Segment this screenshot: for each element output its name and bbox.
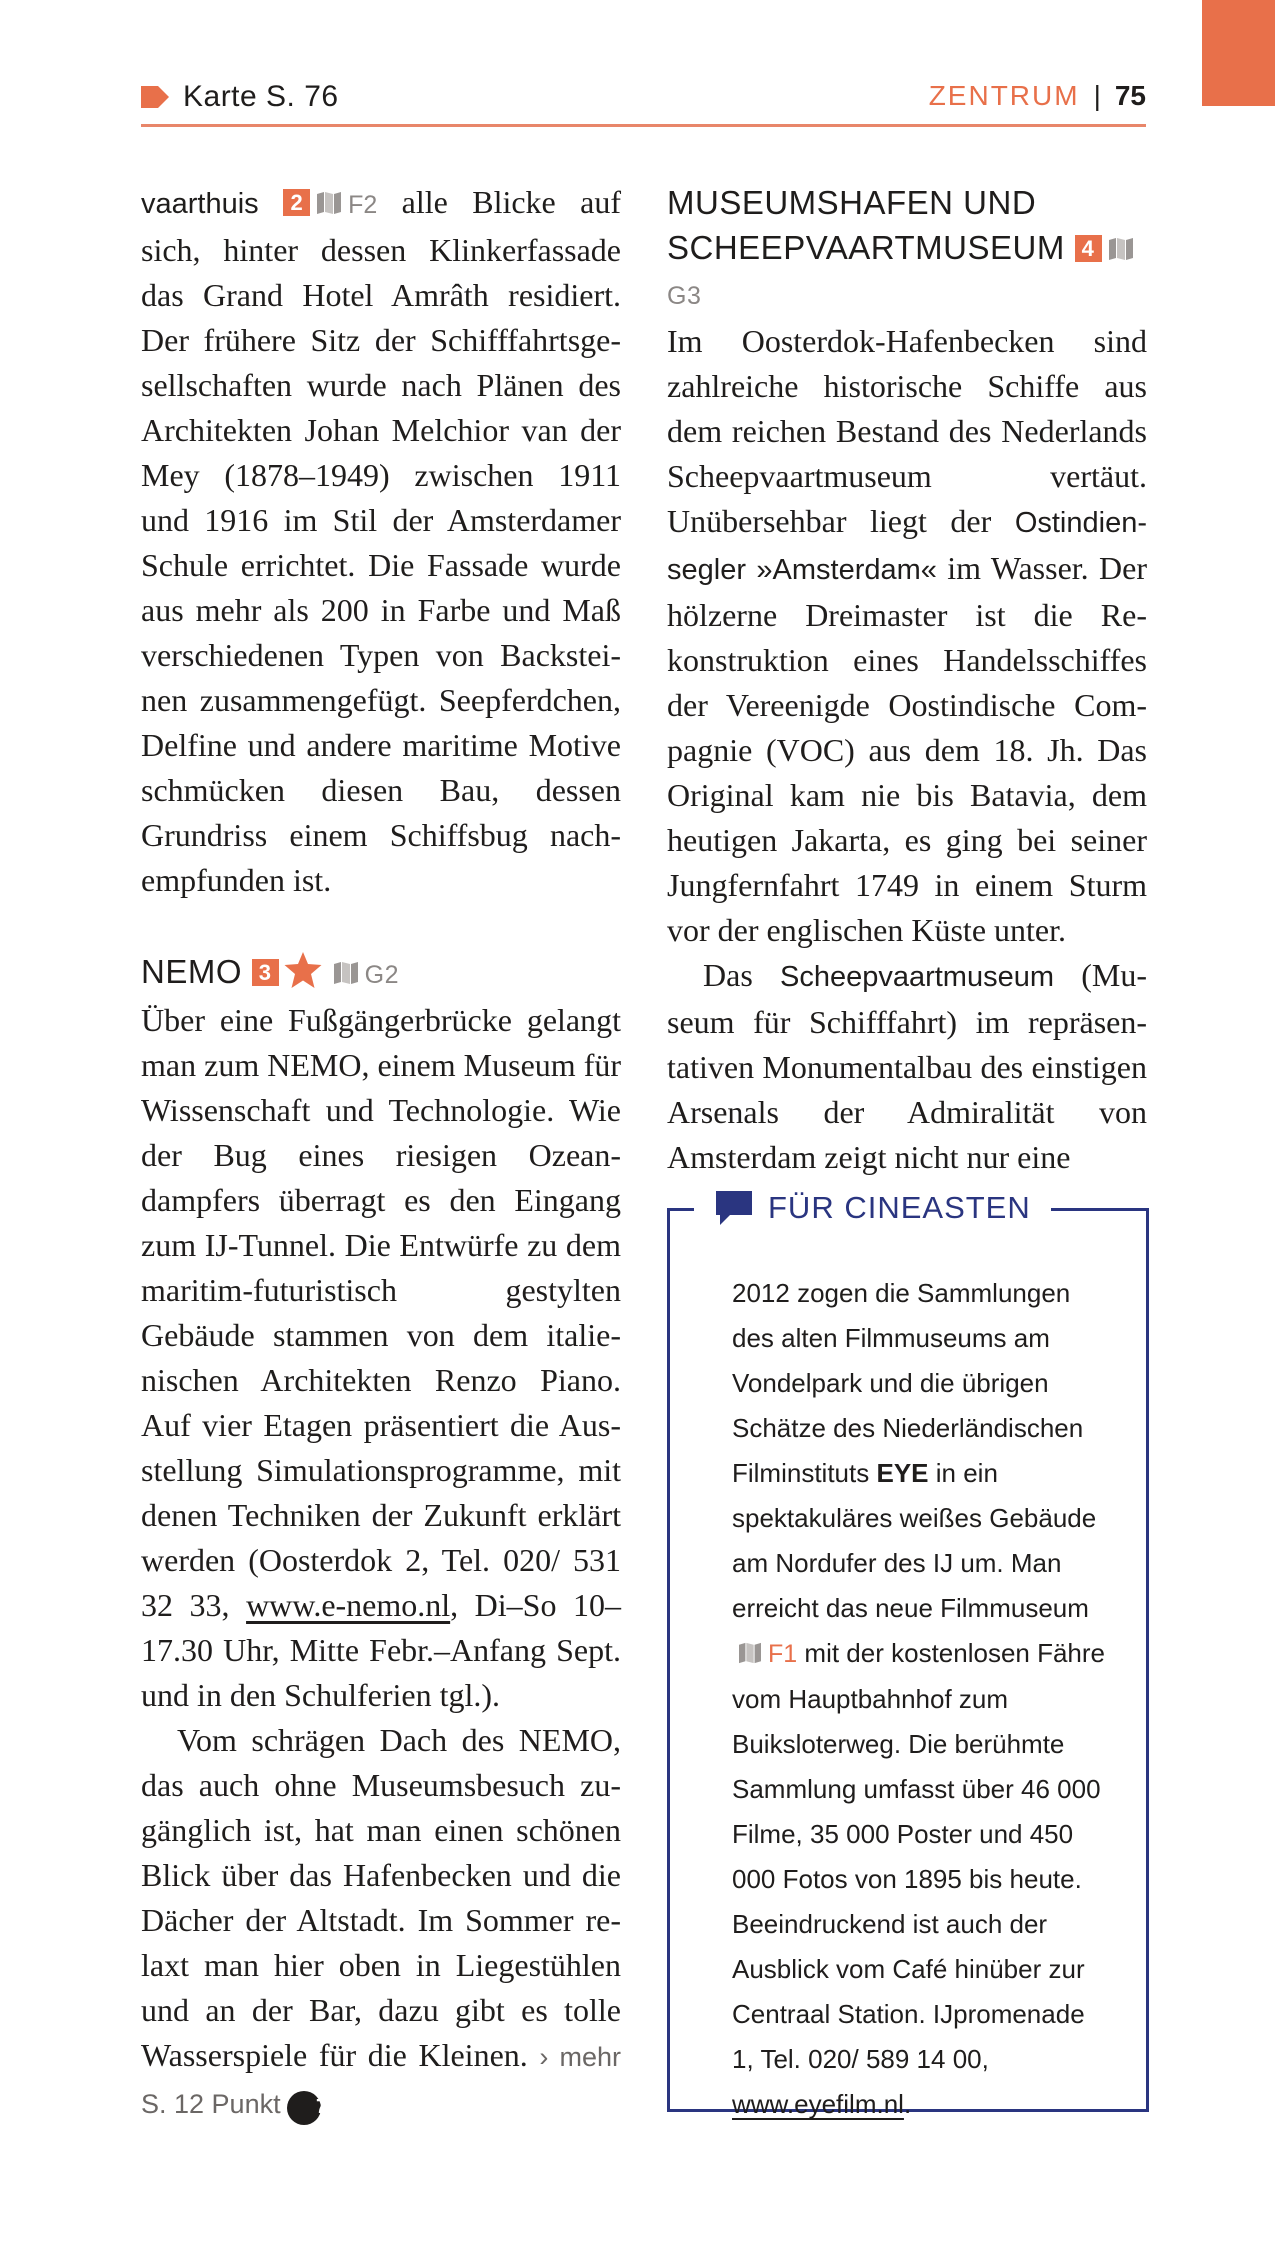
cineasten-box bbox=[667, 1190, 1149, 2119]
location-badge: 2 bbox=[283, 189, 310, 216]
box-keyword: EYE bbox=[876, 1458, 929, 1488]
p1-text-a: Im Oosterdok-Hafenbecken sind zahlreiche historische Schiffe aus dem reichen Bestand des Nederlands Scheepvaartmuseum vertäut. Unübersehbar liegt der bbox=[667, 323, 1147, 539]
corner-tab bbox=[1202, 0, 1275, 106]
intro-keyword: vaarthuis bbox=[141, 188, 259, 220]
header-right bbox=[929, 80, 1146, 112]
map-reference-text: Karte S. 76 bbox=[183, 80, 339, 113]
star-icon bbox=[283, 951, 323, 989]
header-separator: | bbox=[1093, 80, 1101, 111]
more-reference-link[interactable]: › mehr S. 12 Punkt bbox=[141, 2042, 622, 2119]
nemo-title: NEMO bbox=[141, 953, 242, 990]
left-column bbox=[141, 180, 621, 2127]
box-title: FÜR CINEASTEN bbox=[768, 1190, 1031, 1225]
map-icon bbox=[1108, 237, 1134, 261]
box-text-b: in ein spektakuläres weißes Gebäude am Nordufer des IJ um. Man erreicht das neue Filmmuseum bbox=[732, 1458, 1097, 1623]
right-column bbox=[667, 180, 1147, 1180]
nemo-heading bbox=[141, 949, 621, 998]
nemo-text-after: , Di–So 10–17.30 Uhr, Mitte Febr.–Anfang Sept. und in den Schulferien tgl.). bbox=[141, 1587, 622, 1713]
box-text-a: 2012 zogen die Sammlungen des alten Filmmuseums am Vondelpark und die übrigen Schätze des Niederländischen Filminstituts bbox=[732, 1278, 1084, 1488]
museumshafen-heading bbox=[667, 180, 1147, 319]
speech-bubble-icon bbox=[714, 1189, 754, 1227]
page-number: 75 bbox=[1114, 80, 1146, 111]
map-icon bbox=[333, 961, 359, 985]
grid-reference: G3 bbox=[667, 282, 702, 310]
heading-line-1: MUSEUMSHAFEN UND bbox=[667, 184, 1037, 221]
location-badge: 3 bbox=[252, 959, 279, 986]
p2-text-a: Das bbox=[703, 957, 753, 993]
grid-reference: F1 bbox=[768, 1640, 798, 1668]
box-text-c: mit der kostenlosen Fähre vom Hauptbahnhof zum Buiksloterweg. Die berühmte Sammlung umfasst über 46 000 Filme, 35 000 Poster und 450 000 Fotos von 1895 bis heute. Beeindruckend ist auch der Ausblick vom Café hinüber zur Centraal Station. IJpromenade 1, Tel. 020/ 589 14 00, bbox=[732, 1638, 1106, 2074]
grid-reference: G2 bbox=[364, 961, 400, 989]
map-icon bbox=[738, 1642, 762, 1664]
grid-reference: F2 bbox=[348, 191, 378, 219]
nemo-paragraph bbox=[141, 998, 621, 1718]
box-text-end: . bbox=[903, 2089, 912, 2119]
location-badge: 4 bbox=[1075, 235, 1102, 262]
p1-keyword: Ostindiensegler »Amsterdam« bbox=[667, 507, 1147, 586]
nemo-text: Über eine Fußgängerbrücke gelangt man zum NEMO, einem Museum für Wissenschaft und Technologie. Wie der Bug eines riesigen Ozeandampfers überragt es den Eingang zum IJ-Tunnel. Die Entwürfe zu dem maritim-futuristisch gestylten Gebäude stammen von dem italienischen Architekten Renzo Piano. Auf vier Etagen präsentiert die Ausstellung Simulationsprogramme, mit denen Techniken der Zukunft erklärt werden (Oosterdok 2, Tel. 020/ 531 32 33, bbox=[141, 1002, 621, 1623]
heading-line-2: SCHEEPVAARTMUSEUM bbox=[667, 229, 1065, 266]
scheepvaartmuseum-paragraph bbox=[667, 953, 1147, 1180]
museumshafen-paragraph bbox=[667, 319, 1147, 953]
map-reference[interactable] bbox=[141, 80, 339, 114]
p2-keyword: Scheepvaartmuseum bbox=[779, 961, 1055, 993]
intro-paragraph bbox=[141, 180, 621, 903]
nemo-para2-text: Vom schrägen Dach des NEMO, das auch ohne Museumsbesuch zugänglich ist, hat man einen schönen Blick über das Hafenbecken und die Dächer der Altstadt. Im Sommer relaxt man hier oben in Liegestühlen und an der Bar, dazu gibt es tolle Wasserspiele für die Kleinen. bbox=[141, 1722, 621, 2073]
nemo-website-link[interactable]: www.e-nemo.nl bbox=[246, 1587, 451, 1623]
p2-text-b: (Museum für Schifffahrt) im repräsentativen Monumentalbau des einstigen Arsenals der Admiralität von Amsterdam zeigt nicht nur eine bbox=[667, 957, 1147, 1175]
heading-line-2-wrap bbox=[667, 225, 1147, 319]
nemo-paragraph-2 bbox=[141, 1718, 621, 2127]
section-name: ZENTRUM bbox=[928, 80, 1080, 111]
p1-text-b: im Wasser. Der hölzerne Dreimaster ist die Rekonstruktion eines Handelsschiffes der Vereenigde Oostindische Compagnie (VOC) aus dem 18. Jh. Das Original kam nie bis Batavia, dem heutigen Jakarta, es ging bei seiner Jungfernfahrt 1749 in einem Sturm vor der englischen Küste unter. bbox=[667, 550, 1148, 948]
map-icon bbox=[316, 191, 342, 215]
eyefilm-website-link[interactable]: www.eyefilm.nl bbox=[732, 2089, 904, 2119]
page-header bbox=[141, 76, 1146, 127]
point-badge: 7 bbox=[287, 2091, 321, 2125]
box-body bbox=[732, 1271, 1110, 2127]
box-title-wrap bbox=[694, 1189, 1051, 1227]
tag-icon bbox=[141, 86, 169, 108]
intro-text: alle Blicke auf sich, hinter dessen Klinkerfassade das Grand Hotel Amrâth residiert. Der frühere Sitz der Schifffahrtsgesellschaften wurde nach Plänen des Architekten Johan Melchior van der Mey (1878–1949) zwischen 1911 und 1916 im Stil der Amsterdamer Schule errichtet. Die Fassade wurde aus mehr als 200 in Farbe und Maß verschiedenen Typen von Backsteinen zusammengefügt. Seepferdchen, Delfine und andere maritime Motive schmücken diesen Bau, dessen Grundriss einem Schiffsbug nachempfunden ist. bbox=[141, 184, 621, 898]
